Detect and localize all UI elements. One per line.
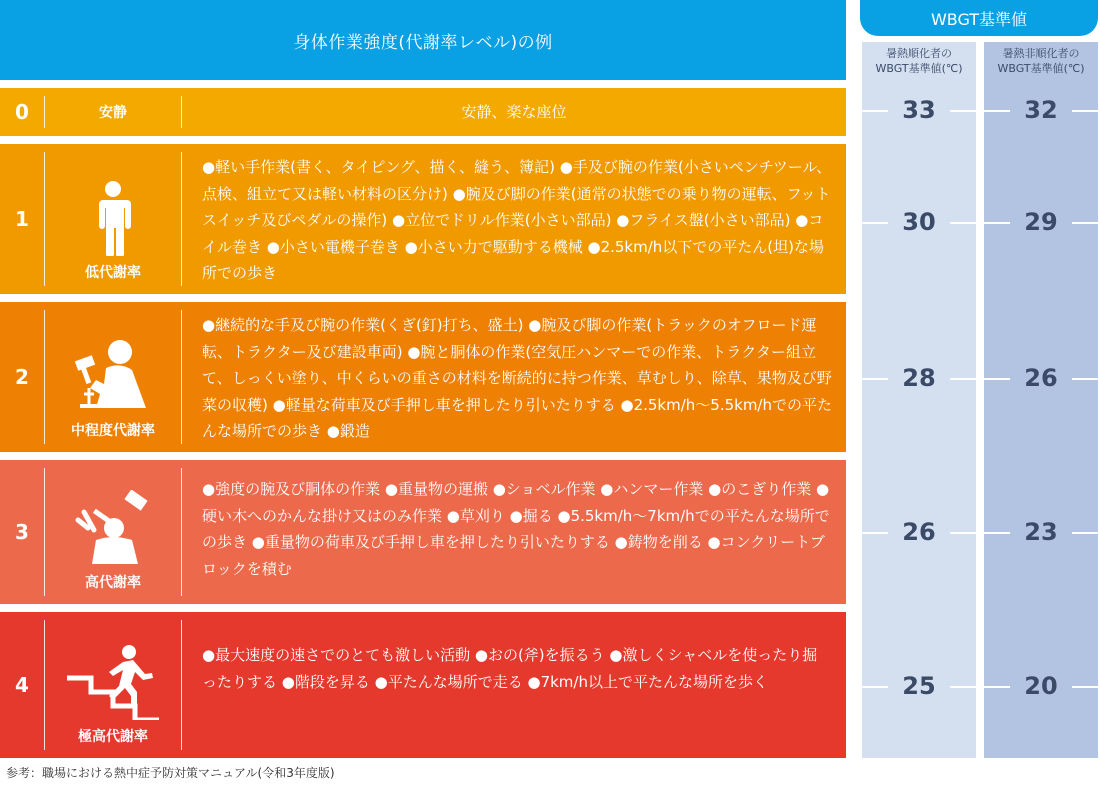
level-number: 0 [15,100,29,124]
level-number: 1 [15,207,29,231]
wbgt-column-non-acclimatized [984,42,1098,758]
category-label: 極高代謝率 [78,729,148,745]
wbgt-non-acclimatized-value-level-1: 29 [984,208,1098,236]
wbgt-acclimatized-value-level-2: 28 [862,364,976,392]
level-number: 2 [15,365,29,389]
table-row-level-0 [0,88,846,136]
description: ●継続的な手及び腕の作業(くぎ(釘)打ち、盛土) ●腕及び脚の作業(トラックのオフロード運転、トラクター及び建設車両) ●腕と胴体の作業(空気圧ハンマーでの作業、トラクター組立て、しっくい塗り、中くらいの重さの材料を断続的に持つ作業、草むしり、除草、果物及び野菜の収穫) ●軽量な荷車及び手押し車を押したり引いたりする ●2.5km/h～5.5km/hでの平たんな場所での歩き ●鍛造 [202,316,832,440]
wbgt-acclimatized-value-level-3: 26 [862,518,976,546]
wbgt-column-acclimatized-label: 暑熱順化者の WBGT基準値(℃) [875,47,963,75]
wbgt-non-acclimatized-value-level-4: 20 [984,672,1098,700]
table-row-level-1 [0,144,846,294]
table-row-level-2 [0,302,846,452]
wbgt-column-non-acclimatized-label: 暑熱非順化者の WBGT基準値(℃) [997,47,1085,75]
category-label: 低代謝率 [85,265,141,281]
wbgt-non-acclimatized-value-level-2: 26 [984,364,1098,392]
category [45,144,181,294]
source-footnote: 参考：職場における熱中症予防対策マニュアル(令和3年度版) [6,766,335,780]
wbgt-non-acclimatized-value-level-3: 23 [984,518,1098,546]
category [45,88,181,136]
stair-climber-icon [65,644,161,720]
wbgt-acclimatized-value-level-4: 25 [862,672,976,700]
category-label: 高代謝率 [85,575,141,591]
description: ●軽い手作業(書く、タイピング、描く、縫う、簿記) ●手及び腕の作業(小さいペンチツール、点検、組立て又は軽い材料の区分け) ●腕及び脚の作業(通常の状態での乗り物の運転、フットスイッチ及びペダルの操作) ●立位でドリル作業(小さい部品) ●フライス盤(小さい部品) ●コイル巻き ●小さい電機子巻き ●小さい力で駆動する機械 ●2.5km/h以下での平たん(坦)な場所での歩き [202,158,832,282]
table-row-level-3 [0,460,846,604]
table-row-level-4 [0,612,846,758]
category [45,302,181,452]
sledgehammer-worker-icon [70,490,156,566]
table-title: 身体作業強度(代謝率レベル)の例 [293,32,553,53]
category-label: 安静 [99,105,127,121]
wbgt-non-acclimatized-value-level-0: 32 [984,96,1098,124]
category-label: 中程度代謝率 [71,423,155,439]
wbgt-column-acclimatized [862,42,976,758]
description: ●強度の腕及び胴体の作業 ●重量物の運搬 ●ショベル作業 ●ハンマー作業 ●のこぎり作業 ●硬い木へのかんな掛け又はのみ作業 ●草刈り ●掘る ●5.5km/h～7km/hでの平たんな場所での歩き ●重量物の荷車及び手押し車を押したり引いたりする ●鋳物を削る ●コンクリートブロックを積む [202,480,830,578]
standing-person-icon [91,180,135,256]
wbgt-acclimatized-value-level-1: 30 [862,208,976,236]
category [45,612,181,758]
hammer-worker-icon [70,338,156,414]
level-number: 4 [15,673,29,697]
wbgt-header [860,0,1098,36]
wbgt-title: WBGT基準値 [930,9,1028,29]
table-header [0,0,846,80]
description: 安静、楽な座位 [461,102,567,121]
wbgt-acclimatized-value-level-0: 33 [862,96,976,124]
description: ●最大速度の速さでのとても激しい活動 ●おの(斧)を振るう ●激しくシャベルを使ったり掘ったりする ●階段を昇る ●平たんな場所で走る ●7km/h以上で平たんな場所を歩く [202,646,818,691]
level-number: 3 [15,520,29,544]
category [45,460,181,604]
